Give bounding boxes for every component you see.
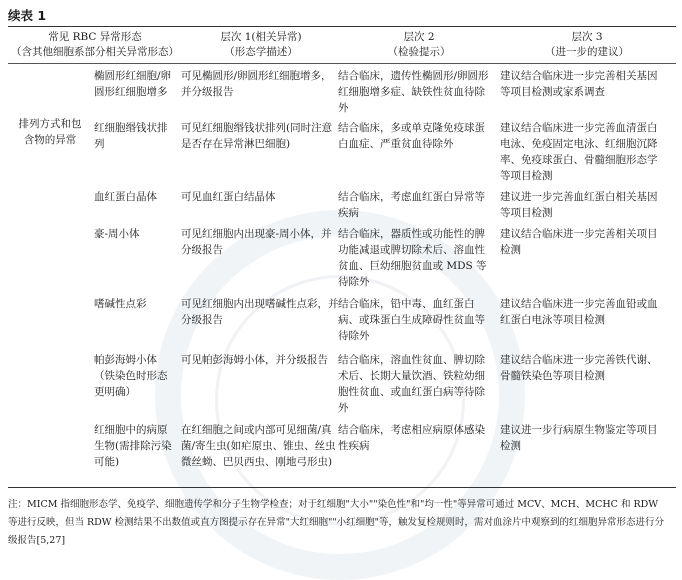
cell-level2: 结合临床，考虑相应病原体感染性疾病: [338, 424, 485, 452]
table-caption: 续表 1: [8, 8, 47, 23]
header-col3: [340, 30, 498, 60]
cell-level1: 可见椭圆形/卵圆形红细胞增多，并分级报告: [181, 70, 332, 98]
cell-morph: 红细胞中的病原生物(需排除污染可能): [94, 424, 172, 468]
cell-level2: 结合临床，多或单克隆免疫球蛋白血症、严重贫血待除外: [338, 122, 485, 150]
table: [8, 26, 676, 488]
header-col4-subtitle: （进一步的建议）: [545, 46, 629, 58]
cell-level2: 结合临床，溶血性贫血、脾切除术后、长期大量饮酒、铁粒幼细胞性贫血、或血红蛋白病等待除外: [338, 354, 485, 414]
cell-morph: 帕彭海姆小体（铁染色时形态更明确）: [94, 354, 168, 398]
cell-level3: 建议结合临床进一步完善相关基因等项目检测或家系调查: [500, 70, 658, 98]
cell-level1: 可见红细胞内出现豪-周小体，并分级报告: [181, 228, 332, 256]
cell-morph: 嗜碱性点彩: [94, 298, 147, 310]
table-body: [8, 64, 676, 488]
header-col2-subtitle: （形态学描述）: [224, 46, 298, 58]
cell-level3: 建议进一步完善血红蛋白相关基因等项目检测: [500, 191, 658, 219]
cell-level3: 建议结合临床进一步完善血铅或血红蛋白电泳等项目检测: [500, 298, 658, 326]
group-label: 排列方式和包含物的异常: [18, 118, 82, 146]
cell-morph: 血红蛋白晶体: [94, 191, 157, 203]
cell-level2: 结合临床，器质性或功能性的脾功能减退或脾切除术后、溶血性贫血、巨幼细胞贫血或 MDS 等待除外: [338, 228, 487, 288]
cell-morph: 红细胞缗钱状排列: [94, 122, 168, 150]
cell-level1: 可见帕彭海姆小体，并分级报告: [181, 354, 328, 366]
cell-morph: 豪-周小体: [94, 228, 140, 240]
header-col1: [8, 30, 182, 60]
cell-level1: 在红细胞之间或内部可见细菌/真菌/寄生虫(如疟原虫、锥虫、丝虫微丝蚴、巴贝西虫、刚地弓形虫): [181, 424, 336, 468]
cell-level2: 结合临床，遗传性椭圆形/卵圆形红细胞增多症、缺铁性贫血待除外: [338, 70, 489, 114]
header-col2-title: 层次 1(相关异常): [220, 31, 302, 43]
header-col1-subtitle: （含其他细胞系部分相关异常形态）: [11, 46, 179, 58]
header-col4: [498, 30, 676, 60]
cell-level1: 可见红细胞缗钱状排列(同时注意是否存在异常淋巴细胞): [181, 122, 333, 150]
cell-level3: 建议进一步行病原生物鉴定等项目检测: [500, 424, 658, 452]
header-col4-title: 层次 3: [571, 31, 603, 43]
cell-level3: 建议结合临床进一步完善血清蛋白电泳、免疫固定电泳、红细胞沉降率、免疫球蛋白、骨髓细胞形态学等项目检测: [500, 122, 658, 182]
header-col3-title: 层次 2: [403, 31, 435, 43]
cell-level1: 可见红细胞内出现嗜碱性点彩，并分级报告: [181, 298, 339, 326]
header-col2: [182, 30, 340, 60]
cell-level3: 建议结合临床进一步完善相关项目检测: [500, 228, 658, 256]
cell-morph: 椭圆形红细胞/卵圆形红细胞增多: [94, 70, 172, 98]
cell-level1: 可见血红蛋白结晶体: [181, 191, 276, 203]
header-col1-title: 常见 RBC 异常形态: [48, 31, 142, 43]
cell-level2: 结合临床，铅中毒、血红蛋白病、或珠蛋白生成障碍性贫血等待除外: [338, 298, 485, 342]
cell-level2: 结合临床，考虑血红蛋白异常等疾病: [338, 191, 485, 219]
table-footnote: 注：MICM 指细胞形态学、免疫学、细胞遗传学和分子生物学检查；对于红细胞"大小""染色性"和"均一性"等异常可通过 MCV、MCH、MCHC 和 RDW 等进行反映，但当 RDW 检测结果不出数值或直方图提示存在异常"大红细胞""小红细胞"等，触发复检规则时，需对血涂片中观察到的红细胞异常形态进行分级报告[5,27]: [8, 499, 665, 546]
table-header: [8, 27, 676, 64]
cell-level3: 建议结合临床进一步完善铁代谢、骨髓铁染色等项目检测: [500, 354, 658, 382]
header-col3-subtitle: （检验提示）: [387, 46, 451, 58]
